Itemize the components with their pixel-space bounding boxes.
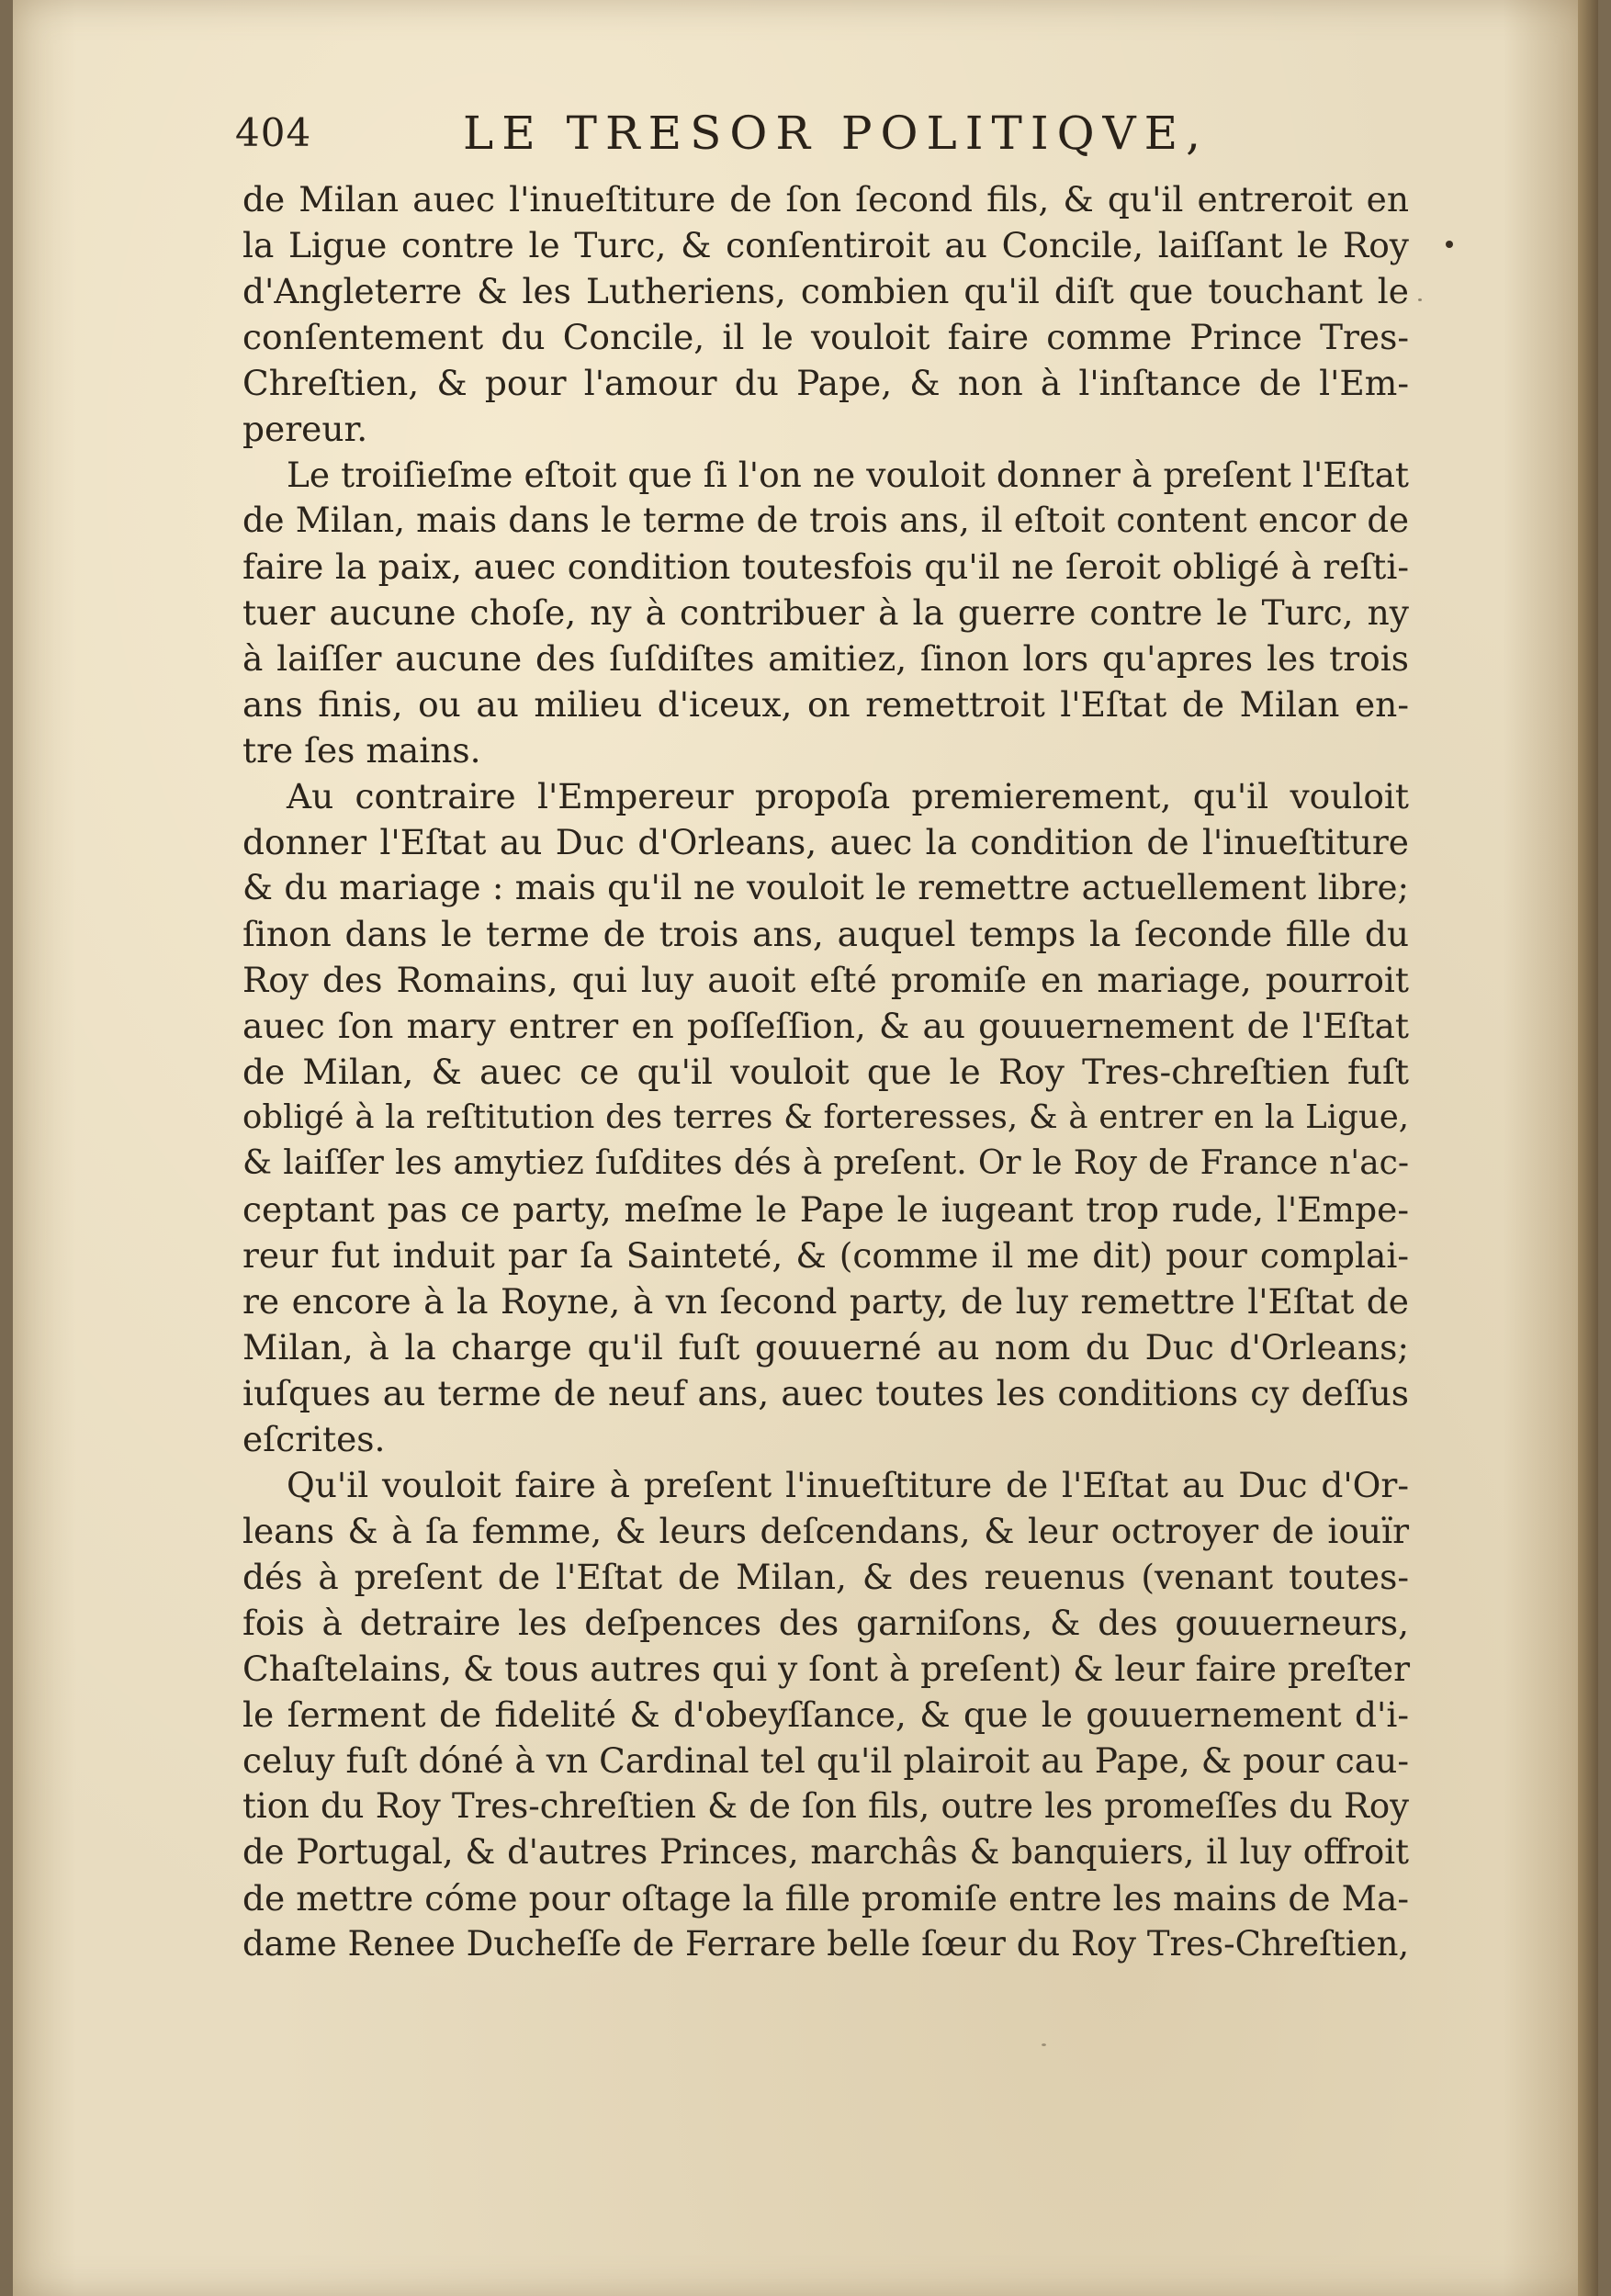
text-line: Milan, à la charge qu'il fuſt gouuerné au nom du Duc d'Orleans; [242, 1327, 1409, 1367]
text-line: re encore à la Royne, à vn ſecond party, de luy remettre l'Eſtat de [242, 1281, 1409, 1322]
paragraph-2 [242, 452, 1409, 773]
text-line: de Portugal, & d'autres Princes, marchâs & banquiers, il luy offroit [242, 1832, 1409, 1872]
text-line: dame Renee Ducheſſe de Ferrare belle ſœur du Roy Tres-Chreſtien, [242, 1924, 1410, 1964]
book-page [13, 0, 1598, 2296]
text-line: conſentement du Concile, il le vouloit faire comme Prince Tres- [242, 317, 1409, 357]
text-line: ans finis, ou au milieu d'iceux, on remettroit l'Eſtat de Milan en- [242, 684, 1409, 725]
text-line: Qu'il vouloit faire à preſent l'inueſtiture de l'Eſtat au Duc d'Or- [287, 1465, 1409, 1505]
running-title: LE TRESOR POLITIQVE, [463, 107, 1210, 160]
text-line: auec ſon mary entrer en poſſeſſion, & au gouuernement de l'Eſtat [242, 1006, 1409, 1046]
ink-speck [1446, 241, 1453, 248]
ink-speck [1042, 2043, 1046, 2046]
text-line: eſcrites. [242, 1419, 386, 1459]
text-line: & laiſſer les amytiez ſuſdites dés à preſent. Or le Roy de France n'ac- [242, 1144, 1409, 1182]
text-line: à laiſſer aucune des ſuſdiſtes amitiez, ſinon lors qu'apres les trois [242, 638, 1409, 679]
body-text [242, 176, 1409, 1967]
text-line: de mettre cóme pour oſtage la fille promiſe entre les mains de Ma- [242, 1878, 1409, 1919]
text-line: reur fut induit par ſa Sainteté, & (comme il me dit) pour complai- [242, 1235, 1409, 1276]
text-line: faire la paix, auec condition toutesfois qu'il ne ſeroit obligé à reſti- [242, 546, 1409, 587]
text-line: pereur. [242, 409, 368, 449]
text-line: dés à preſent de l'Eſtat de Milan, & des reuenus (venant toutes- [242, 1557, 1409, 1597]
text-line: ceptant pas ce party, meſme le Pape le iugeant trop rude, l'Empe- [242, 1189, 1409, 1230]
text-line: celuy fuſt dóné à vn Cardinal tel qu'il plairoit au Pape, & pour cau- [242, 1740, 1409, 1781]
text-line: tuer aucune choſe, ny à contribuer à la guerre contre le Turc, ny [242, 592, 1409, 633]
text-line: Le troiſieſme eſtoit que ſi l'on ne vouloit donner à preſent l'Eſtat [287, 455, 1409, 495]
page-header [224, 101, 1262, 165]
text-line: leans & à ſa femme, & leurs deſcendans, & leur octroyer de iouïr [242, 1511, 1409, 1551]
page-edge-shadow [1578, 0, 1598, 2296]
text-line: de Milan auec l'inueſtiture de ſon ſecond fils, & qu'il entreroit en [242, 179, 1409, 219]
text-line: Chreſtien, & pour l'amour du Pape, & non à l'inſtance de l'Em- [242, 363, 1409, 403]
paragraph-4 [242, 1462, 1409, 1967]
text-line: & du mariage : mais qu'il ne vouloit le remettre actuellement libre; [242, 868, 1409, 907]
text-line: obligé à la reſtitution des terres & forteresses, & à entrer en la Ligue, [242, 1098, 1409, 1136]
paragraph-3 [242, 773, 1409, 1462]
ink-speck [1418, 298, 1422, 301]
text-line: le ſerment de fidelité & d'obeyſſance, & que le gouuernement d'i- [242, 1694, 1409, 1735]
text-line: Roy des Romains, qui luy auoit eſté promiſe en mariage, pourroit [242, 960, 1409, 1000]
text-line: fois à detraire les deſpences des garniſons, & des gouuerneurs, [242, 1603, 1409, 1643]
text-line: Au contraire l'Empereur propoſa premierement, qu'il vouloit [287, 776, 1409, 816]
paragraph-1 [242, 176, 1409, 452]
page-number: 404 [235, 110, 312, 155]
text-line: ſinon dans le terme de trois ans, auquel temps la ſeconde fille du [242, 914, 1409, 954]
text-line: tion du Roy Tres-chreſtien & de ſon fils, outre les promeſſes du Roy [242, 1786, 1409, 1826]
text-line: tre ſes mains. [242, 730, 481, 771]
text-line: d'Angleterre & les Lutheriens, combien qu'il diſt que touchant le [242, 271, 1409, 311]
text-line: Chaſtelains, & tous autres qui y ſont à preſent) & leur faire preſter [242, 1649, 1411, 1689]
text-line: de Milan, mais dans le terme de trois ans, il eſtoit content encor de [242, 501, 1409, 540]
text-line: de Milan, & auec ce qu'il vouloit que le Roy Tres-chreſtien fuſt [242, 1052, 1409, 1092]
text-line: la Ligue contre le Turc, & conſentiroit au Concile, laiſſant le Roy [242, 225, 1409, 265]
text-line: donner l'Eſtat au Duc d'Orleans, auec la condition de l'inueſtiture [242, 822, 1409, 862]
text-line: iuſques au terme de neuf ans, auec toutes les conditions cy deſſus [242, 1373, 1409, 1413]
